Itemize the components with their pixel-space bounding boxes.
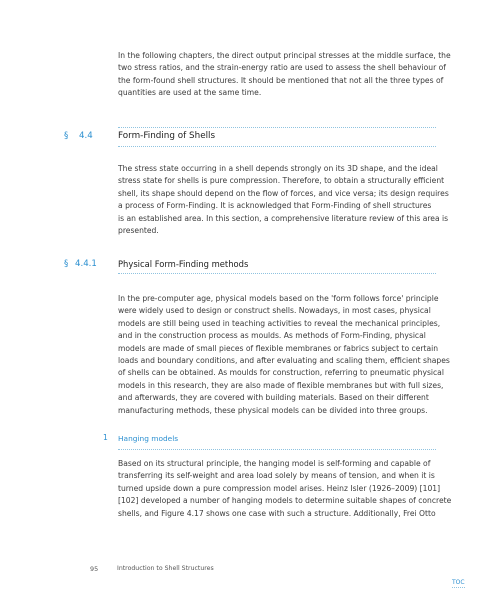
text-line: models are made of small pieces of flexible membranes or fabrics subject to certain	[118, 343, 439, 353]
section-number: 4.4	[79, 131, 93, 141]
text-line: shell, its shape should depend on the flow of forces, and vice versa; its design requires	[118, 188, 449, 198]
intro-paragraph	[118, 50, 451, 100]
text-line: turned upside down a pure compression model arises. Heinz Isler (1926–2009) [101]	[118, 483, 441, 493]
text-line: In the following chapters, the direct output principal stresses at the middle surface, the	[118, 51, 451, 60]
text-line: and afterwards, they are covered with building materials. Based on their different	[118, 393, 429, 403]
text-line: quantities are used at the same time.	[118, 88, 262, 98]
text-line: loads and boundary conditions, and after evaluating and scaling them, efficient shapes	[118, 356, 450, 366]
section-title: Form-Finding of Shells	[118, 131, 216, 141]
item-rule	[118, 449, 436, 450]
section-paragraph	[118, 163, 449, 237]
subsection-number: 4.4.1	[75, 259, 97, 269]
text-line: the form-found shell structures. It should be mentioned that not all the three types of	[118, 75, 444, 85]
subsection-paragraph	[118, 293, 450, 417]
text-line: transferring its self-weight and area load solely by means of tension, and when it is	[118, 471, 435, 481]
text-line: models in this research, they are also made of flexible membranes but with full sizes,	[118, 380, 444, 390]
text-line: models are still being used in teaching activities to reveal the mechanical principles,	[118, 318, 441, 328]
text-line: and in the construction process as moulds. As methods of Form-Finding, physical	[118, 331, 426, 341]
text-line: were widely used to design or construct shells. Nowadays, in most cases, physical	[118, 306, 431, 316]
text-line: is an established area. In this section, a comprehensive literature review of this area is	[118, 213, 449, 223]
text-line: presented.	[118, 226, 159, 236]
text-line: [102] developed a number of hanging models to determine suitable shapes of concrete	[118, 496, 452, 506]
text-line: shells, and Figure 4.17 shows one case with such a structure. Additionally, Frei Otto	[118, 508, 436, 518]
subsection-rule	[118, 273, 436, 274]
subsection-symbol: §	[64, 259, 69, 269]
section-rule-top	[118, 127, 436, 128]
text-line: manufacturing methods, these physical models can be divided into three groups.	[118, 405, 428, 415]
footer-chapter: Introduction to Shell Structures	[117, 565, 214, 572]
text-line: The stress state occurring in a shell depends strongly on its 3D shape, and the ideal	[118, 164, 438, 173]
item-paragraph	[118, 458, 452, 520]
text-line: a process of Form-Finding. It is acknowledged that Form-Finding of shell structures	[118, 201, 432, 211]
item-number: 1	[103, 433, 108, 442]
section-symbol: §	[64, 131, 69, 141]
item-title: Hanging models	[118, 434, 179, 443]
text-line: of shells can be obtained. As moulds for construction, referring to pneumatic physical	[118, 368, 444, 378]
subsection-title: Physical Form-Finding methods	[118, 259, 249, 269]
section-rule-bottom	[118, 146, 436, 147]
text-line: two stress ratios, and the strain-energy ratio are used to assess the shell behaviour of	[118, 63, 446, 73]
text-line: In the pre-computer age, physical models based on the 'form follows force' principle	[118, 294, 439, 303]
text-line: stress state for shells is pure compression. Therefore, to obtain a structurally efficient	[118, 176, 445, 186]
text-line: Based on its structural principle, the hanging model is self-forming and capable of	[118, 459, 431, 468]
toc-link[interactable]: TOC	[452, 579, 465, 586]
page-number: 95	[90, 565, 99, 573]
